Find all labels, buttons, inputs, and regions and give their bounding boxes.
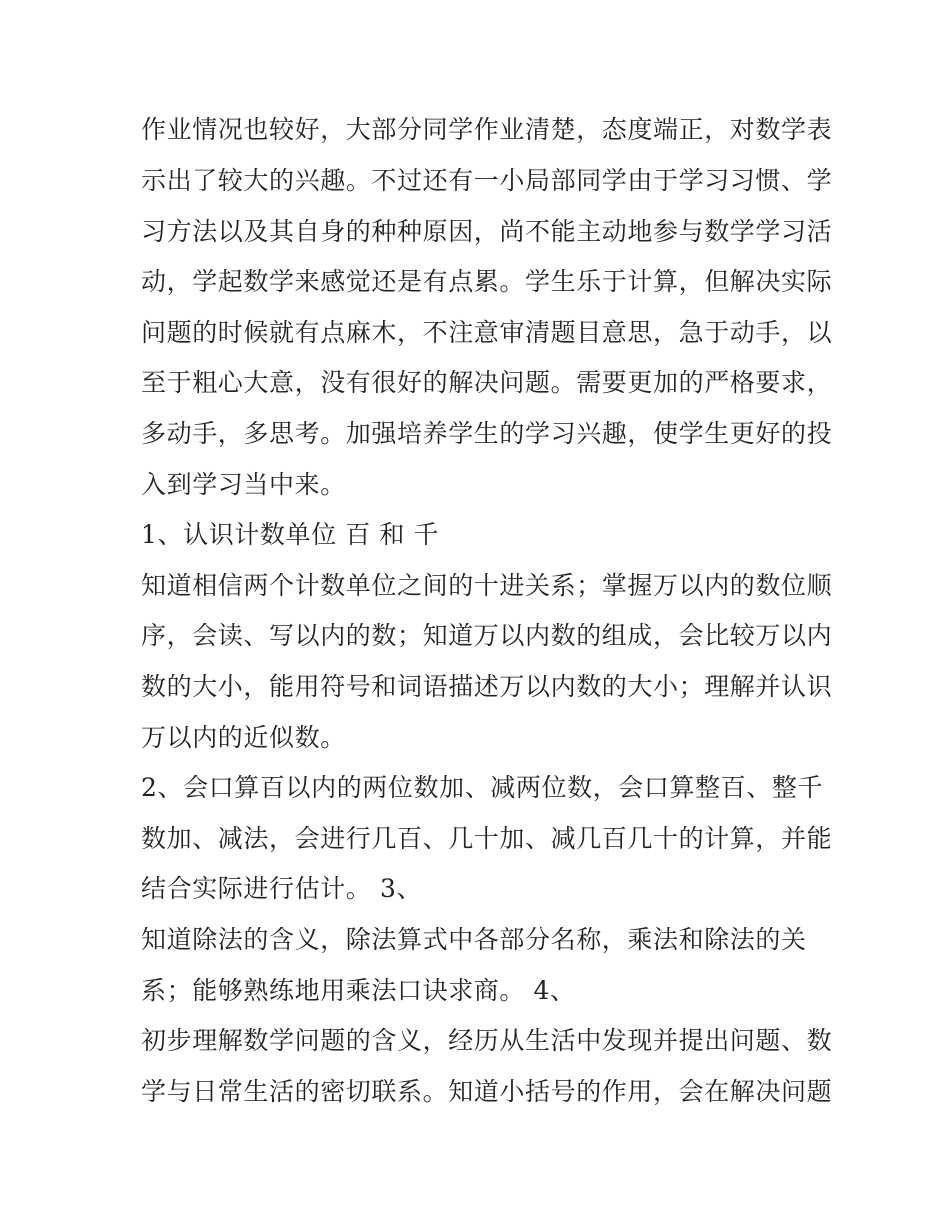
text-line: 至于粗心大意，没有很好的解决问题。需要更加的严格要求， — [141, 368, 833, 397]
text-line: 问题的时候就有点麻木，不注意审清题目意思，急于动手，以 — [141, 318, 833, 347]
text-line: 作业情况也较好，大部分同学作业清楚，态度端正，对数学表 — [141, 115, 833, 144]
text-line: 知道相信两个计数单位之间的十进关系；掌握万以内的数位顺 — [141, 571, 833, 600]
text-line: 入到学习当中来。 — [141, 470, 346, 499]
text-line: 学与日常生活的密切联系。知道小括号的作用，会在解决问题 — [141, 1077, 833, 1106]
text-line: 数加、减法，会进行几百、几十加、减几百几十的计算，并能 — [141, 824, 833, 853]
text-line: 结合实际进行估计。 3、 — [141, 874, 423, 903]
text-line: 2、会口算百以内的两位数加、减两位数，会口算整百、整千 — [141, 773, 824, 802]
text-line: 初步理解数学问题的含义，经历从生活中发现并提出问题、数 — [141, 1026, 833, 1055]
text-line: 示出了较大的兴趣。不过还有一小局部同学由于学习习惯、学 — [141, 166, 833, 195]
text-line: 知道除法的含义，除法算式中各部分名称，乘法和除法的关 — [141, 925, 807, 954]
section-heading: 1、认识计数单位 百 和 千 — [141, 520, 440, 549]
text-line: 动，学起数学来感觉还是有点累。学生乐于计算，但解决实际 — [141, 267, 833, 296]
text-line: 多动手，多思考。加强培养学生的学习兴趣，使学生更好的投 — [141, 419, 833, 448]
text-line: 系；能够熟练地用乘法口诀求商。 4、 — [141, 976, 576, 1005]
text-line: 序，会读、写以内的数；知道万以内数的组成，会比较万以内 — [141, 621, 833, 650]
text-line: 习方法以及其自身的种种原因，尚不能主动地参与数学学习活 — [141, 217, 833, 246]
text-line: 万以内的近似数。 — [141, 723, 346, 752]
text-line: 数的大小，能用符号和词语描述万以内数的大小；理解并认识 — [141, 672, 833, 701]
